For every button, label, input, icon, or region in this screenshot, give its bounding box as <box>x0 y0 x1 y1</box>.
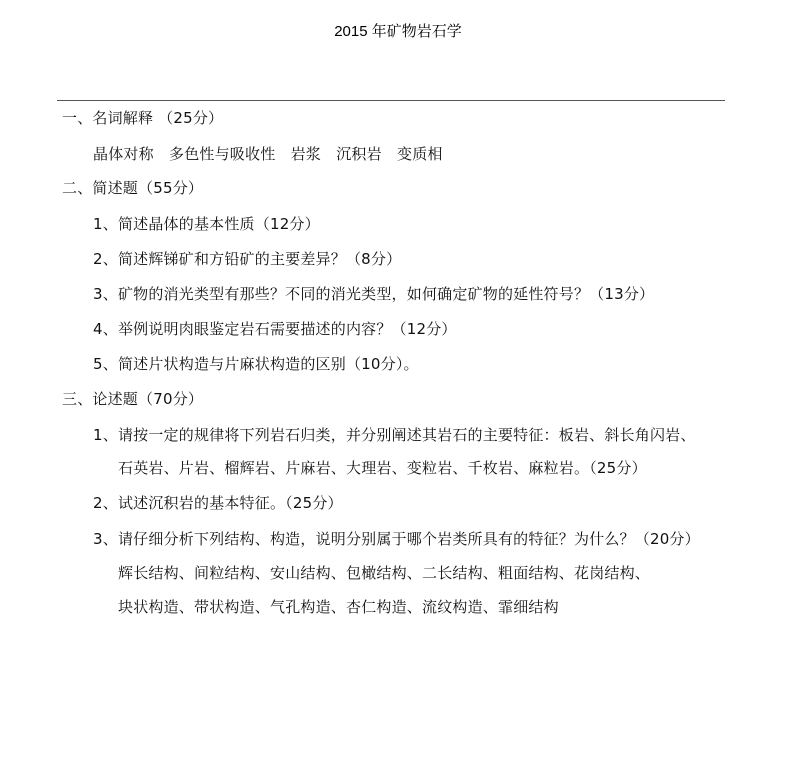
question-item: 3、矿物的消光类型有那些？不同的消光类型，如何确定矿物的延性符号？（13分） <box>93 285 655 303</box>
question-item: 1、简述晶体的基本性质（12分） <box>93 215 320 233</box>
question-item: 4、举例说明肉眼鉴定岩石需要描述的内容？（12分） <box>93 320 457 338</box>
header-divider <box>57 100 725 101</box>
question-continuation: 块状构造、带状构造、气孔构造、杏仁构造、流纹构造、霏细结构 <box>118 598 559 616</box>
question-item: 5、简述片状构造与片麻状构造的区别（10分）。 <box>93 355 419 373</box>
question-item: 3、请仔细分析下列结构、构造，说明分别属于哪个岩类所具有的特征？为什么？（20分） <box>93 530 700 548</box>
question-item: 1、请按一定的规律将下列岩石归类，并分别阐述其岩石的主要特征：板岩、斜长角闪岩、 <box>93 426 696 444</box>
section-heading-short-answer: 二、简述题（55分） <box>62 179 204 197</box>
question-item: 2、试述沉积岩的基本特征。（25分） <box>93 494 343 512</box>
terms-list: 晶体对称 多色性与吸收性 岩浆 沉积岩 变质相 <box>93 145 443 163</box>
page-title: 2015 年矿物岩石学 <box>334 23 462 40</box>
section-heading-essay: 三、论述题（70分） <box>62 390 204 408</box>
question-continuation: 辉长结构、间粒结构、安山结构、包橄结构、二长结构、粗面结构、花岗结构、 <box>118 564 651 582</box>
question-item: 2、简述辉锑矿和方铅矿的主要差异？（8分） <box>93 250 402 268</box>
question-continuation: 石英岩、片岩、榴辉岩、片麻岩、大理岩、变粒岩、千枚岩、麻粒岩。（25分） <box>118 459 647 477</box>
section-heading-terms: 一、名词解释 （25分） <box>62 109 224 127</box>
